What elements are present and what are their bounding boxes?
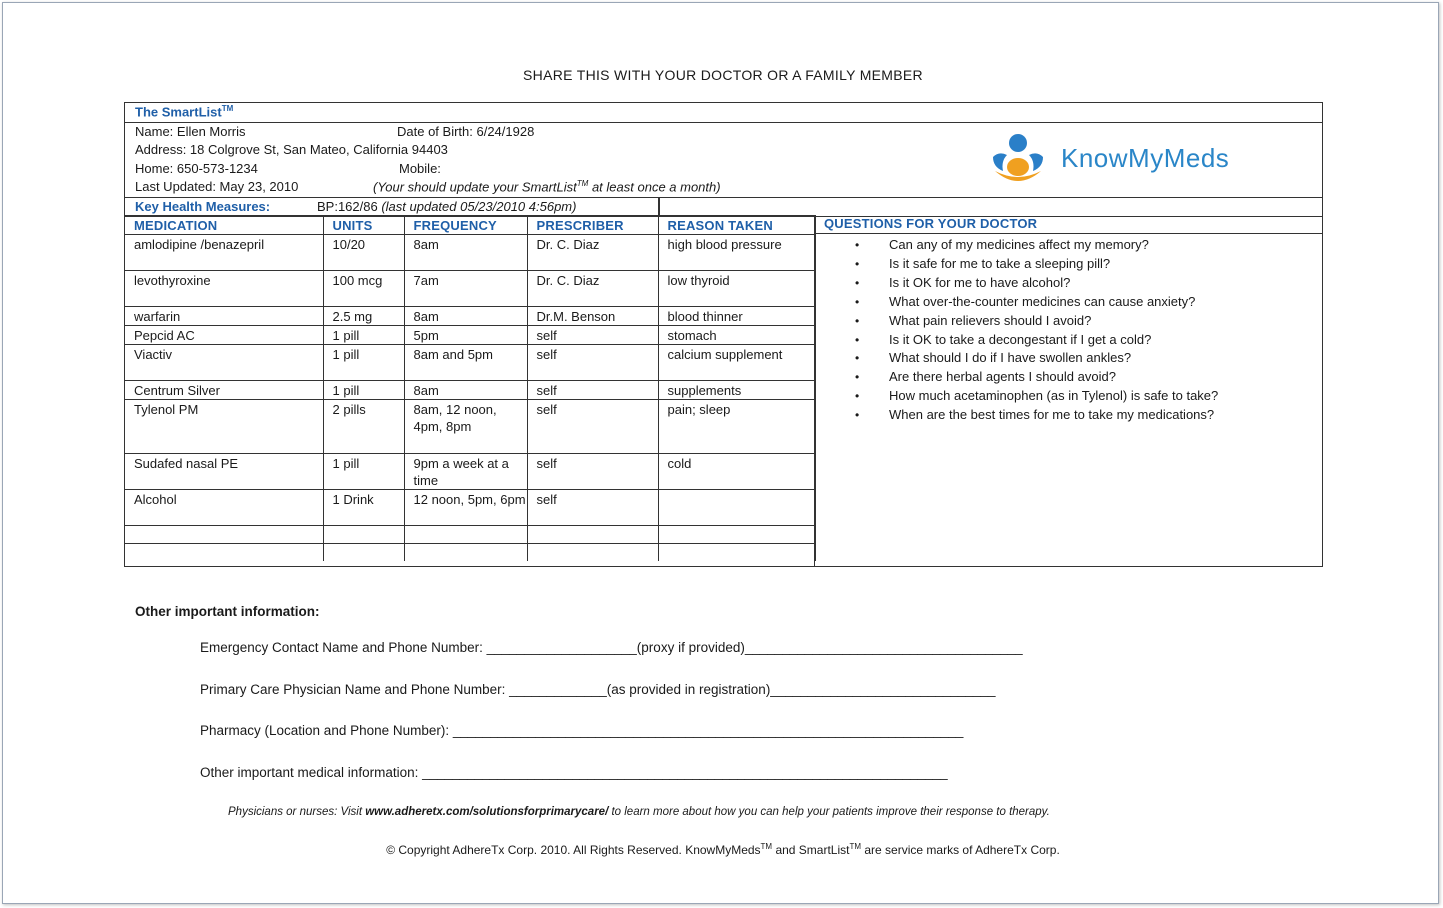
table-row	[125, 526, 815, 544]
table-cell: 100 mcg	[323, 271, 404, 307]
table-cell	[125, 526, 323, 544]
medication-table	[125, 215, 816, 561]
bullet-icon: •	[855, 370, 860, 385]
table-cell	[404, 544, 527, 562]
trademark-mark: TM	[760, 842, 773, 851]
bullet-icon: •	[855, 332, 860, 347]
question-text: What over-the-counter medicines can cause anxiety?	[889, 293, 1196, 309]
header-prescriber: PRESCRIBER	[527, 216, 658, 235]
pill-people-icon	[985, 131, 1051, 187]
table-cell	[527, 526, 658, 544]
table-cell	[658, 544, 815, 562]
question-text: Is it OK for me to have alcohol?	[889, 274, 1071, 290]
smartlist-card	[124, 102, 1323, 567]
table-cell: 10/20	[323, 235, 404, 271]
copyright-text: and SmartList	[772, 843, 850, 857]
table-cell	[125, 544, 323, 562]
medical-info-field[interactable]: Other important medical information: ______________________________________________________________________	[200, 765, 948, 780]
copyright	[0, 842, 1443, 857]
patient-address: Address: 18 Colgrove St, San Mateo, California 94403	[135, 142, 448, 157]
question-text: What should I do if I have swollen ankles?	[889, 350, 1132, 366]
question-text: What pain relievers should I avoid?	[889, 312, 1092, 328]
table-cell: 8am	[404, 235, 527, 271]
table-cell: 8am	[404, 307, 527, 326]
table-row	[125, 400, 815, 454]
page-title: SHARE THIS WITH YOUR DOCTOR OR A FAMILY MEMBER	[523, 67, 923, 83]
question-item	[815, 349, 1322, 368]
table-cell: blood thinner	[658, 307, 815, 326]
bp-value: BP:162/86	[317, 199, 382, 214]
table-cell: 9pm a week at a time	[404, 454, 527, 490]
table-cell: Dr.M. Benson	[527, 307, 658, 326]
other-info-title: Other important information:	[135, 604, 320, 619]
question-text: When are the best times for me to take my medications?	[889, 407, 1215, 423]
question-item	[815, 312, 1322, 331]
table-cell: 8am and 5pm	[404, 345, 527, 381]
table-row	[125, 454, 815, 490]
question-item	[815, 368, 1322, 387]
table-cell: 5pm	[404, 326, 527, 345]
question-text: Can any of my medicines affect my memory?	[889, 237, 1149, 252]
smartlist-title-text: The SmartList	[135, 104, 222, 120]
bullet-icon: •	[855, 408, 860, 423]
table-header-row	[125, 216, 815, 235]
question-item	[815, 274, 1322, 293]
table-cell: self	[527, 381, 658, 400]
table-cell: amlodipine /benazepril	[125, 235, 323, 271]
question-text: How much acetaminophen (as in Tylenol) is safe to take?	[889, 388, 1219, 404]
table-cell: low thyroid	[658, 271, 815, 307]
patient-mobile: Mobile:	[399, 161, 441, 176]
table-cell	[658, 490, 815, 526]
questions-list	[815, 234, 1322, 425]
question-text: Is it safe for me to take a sleeping pill?	[889, 255, 1111, 271]
table-cell: self	[527, 454, 658, 490]
question-item	[815, 293, 1322, 312]
table-cell	[323, 544, 404, 562]
question-item	[815, 255, 1322, 274]
logo-text: KnowMyMeds	[1061, 143, 1230, 173]
question-text: Is it OK to take a decongestant if I get a cold?	[889, 331, 1152, 347]
question-item	[815, 406, 1322, 425]
trademark-mark: TM	[849, 842, 862, 851]
bullet-icon: •	[855, 389, 860, 404]
table-cell: 1 pill	[323, 345, 404, 381]
table-cell: Sudafed nasal PE	[125, 454, 323, 490]
table-cell: warfarin	[125, 307, 323, 326]
table-cell	[527, 544, 658, 562]
table-cell: Dr. C. Diaz	[527, 271, 658, 307]
table-cell: pain; sleep	[658, 400, 815, 454]
table-row	[125, 271, 815, 307]
table-cell: 2 pills	[323, 400, 404, 454]
question-item	[815, 387, 1322, 406]
bullet-icon: •	[855, 351, 860, 366]
table-cell: 1 pill	[323, 326, 404, 345]
table-cell: 1 pill	[323, 381, 404, 400]
patient-dob: Date of Birth: 6/24/1928	[397, 124, 535, 139]
bp-updated: (last updated 05/23/2010 4:56pm)	[381, 199, 577, 214]
physician-note-text: Physicians or nurses: Visit	[228, 806, 366, 818]
question-item	[815, 331, 1322, 350]
table-cell: 12 noon, 5pm, 6pm	[404, 490, 527, 526]
bullet-icon: •	[855, 294, 860, 309]
table-cell: supplements	[658, 381, 815, 400]
physician-note-text: to learn more about how you can help your patients improve their response to therapy.	[608, 806, 1050, 818]
patient-name: Name: Ellen Morris	[135, 124, 246, 139]
header-medication: MEDICATION	[125, 216, 323, 235]
question-item	[815, 236, 1322, 255]
primary-physician-field[interactable]: Primary Care Physician Name and Phone Number: _____________(as provided in registration)______________________________	[200, 682, 996, 697]
table-cell	[658, 526, 815, 544]
table-cell: self	[527, 400, 658, 454]
table-cell: self	[527, 490, 658, 526]
table-cell: Tylenol PM	[125, 400, 323, 454]
pharmacy-field[interactable]: Pharmacy (Location and Phone Number): ____________________________________________________________________	[200, 723, 964, 738]
patient-home-phone: Home: 650-573-1234	[135, 161, 258, 176]
update-note-text: (Your should update your SmartList	[373, 179, 577, 195]
header-frequency: FREQUENCY	[404, 216, 527, 235]
header-units: UNITS	[323, 216, 404, 235]
trademark-mark: TM	[221, 104, 234, 113]
copyright-text: are service marks of AdhereTx Corp.	[861, 843, 1060, 857]
bullet-icon: •	[855, 256, 860, 271]
table-cell: calcium supplement	[658, 345, 815, 381]
header-reason: REASON TAKEN	[658, 216, 815, 235]
questions-panel	[814, 215, 1322, 566]
physician-note	[228, 806, 1050, 818]
question-text: Are there herbal agents I should avoid?	[889, 369, 1116, 385]
table-row	[125, 381, 815, 400]
table-cell: 2.5 mg	[323, 307, 404, 326]
table-cell	[323, 526, 404, 544]
table-cell: Viactiv	[125, 345, 323, 381]
table-cell: self	[527, 326, 658, 345]
table-cell: self	[527, 345, 658, 381]
bullet-icon: •	[855, 313, 860, 328]
copyright-text: © Copyright AdhereTx Corp. 2010. All Rights Reserved. KnowMyMeds	[386, 843, 761, 857]
bullet-icon: •	[855, 275, 860, 290]
emergency-contact-field[interactable]: Emergency Contact Name and Phone Number: ____________________(proxy if provided)_____________________________________	[200, 640, 1023, 655]
trademark-mark: TM	[576, 179, 589, 188]
solutions-link[interactable]: www.adheretx.com/solutionsforprimarycare/	[365, 806, 609, 818]
smartlist-title	[135, 104, 233, 119]
key-health-row	[125, 197, 1322, 217]
questions-header: QUESTIONS FOR YOUR DOCTOR	[815, 215, 1322, 234]
last-updated: Last Updated: May 23, 2010	[135, 179, 299, 194]
table-cell: levothyroxine	[125, 271, 323, 307]
update-note-text: at least once a month)	[588, 179, 721, 195]
smartlist-title-row	[125, 103, 1322, 123]
table-cell: Pepcid AC	[125, 326, 323, 345]
table-row	[125, 235, 815, 271]
table-cell	[404, 526, 527, 544]
table-cell: cold	[658, 454, 815, 490]
table-cell: 8am, 12 noon, 4pm, 8pm	[404, 400, 527, 454]
table-cell: high blood pressure	[658, 235, 815, 271]
table-row	[125, 345, 815, 381]
table-cell: Centrum Silver	[125, 381, 323, 400]
table-row	[125, 307, 815, 326]
table-row	[125, 326, 815, 345]
table-row	[125, 490, 815, 526]
key-row-divider	[658, 198, 660, 216]
table-cell: 7am	[404, 271, 527, 307]
table-cell: Alcohol	[125, 490, 323, 526]
key-health-label: Key Health Measures:	[135, 199, 271, 214]
table-cell: 1 pill	[323, 454, 404, 490]
table-cell: Dr. C. Diaz	[527, 235, 658, 271]
bullet-icon: •	[855, 238, 860, 252]
update-note	[373, 179, 721, 194]
key-health-value	[317, 199, 576, 214]
table-cell: 8am	[404, 381, 527, 400]
knowmymeds-logo	[985, 131, 1275, 187]
table-cell: stomach	[658, 326, 815, 345]
table-row	[125, 544, 815, 562]
table-cell: 1 Drink	[323, 490, 404, 526]
